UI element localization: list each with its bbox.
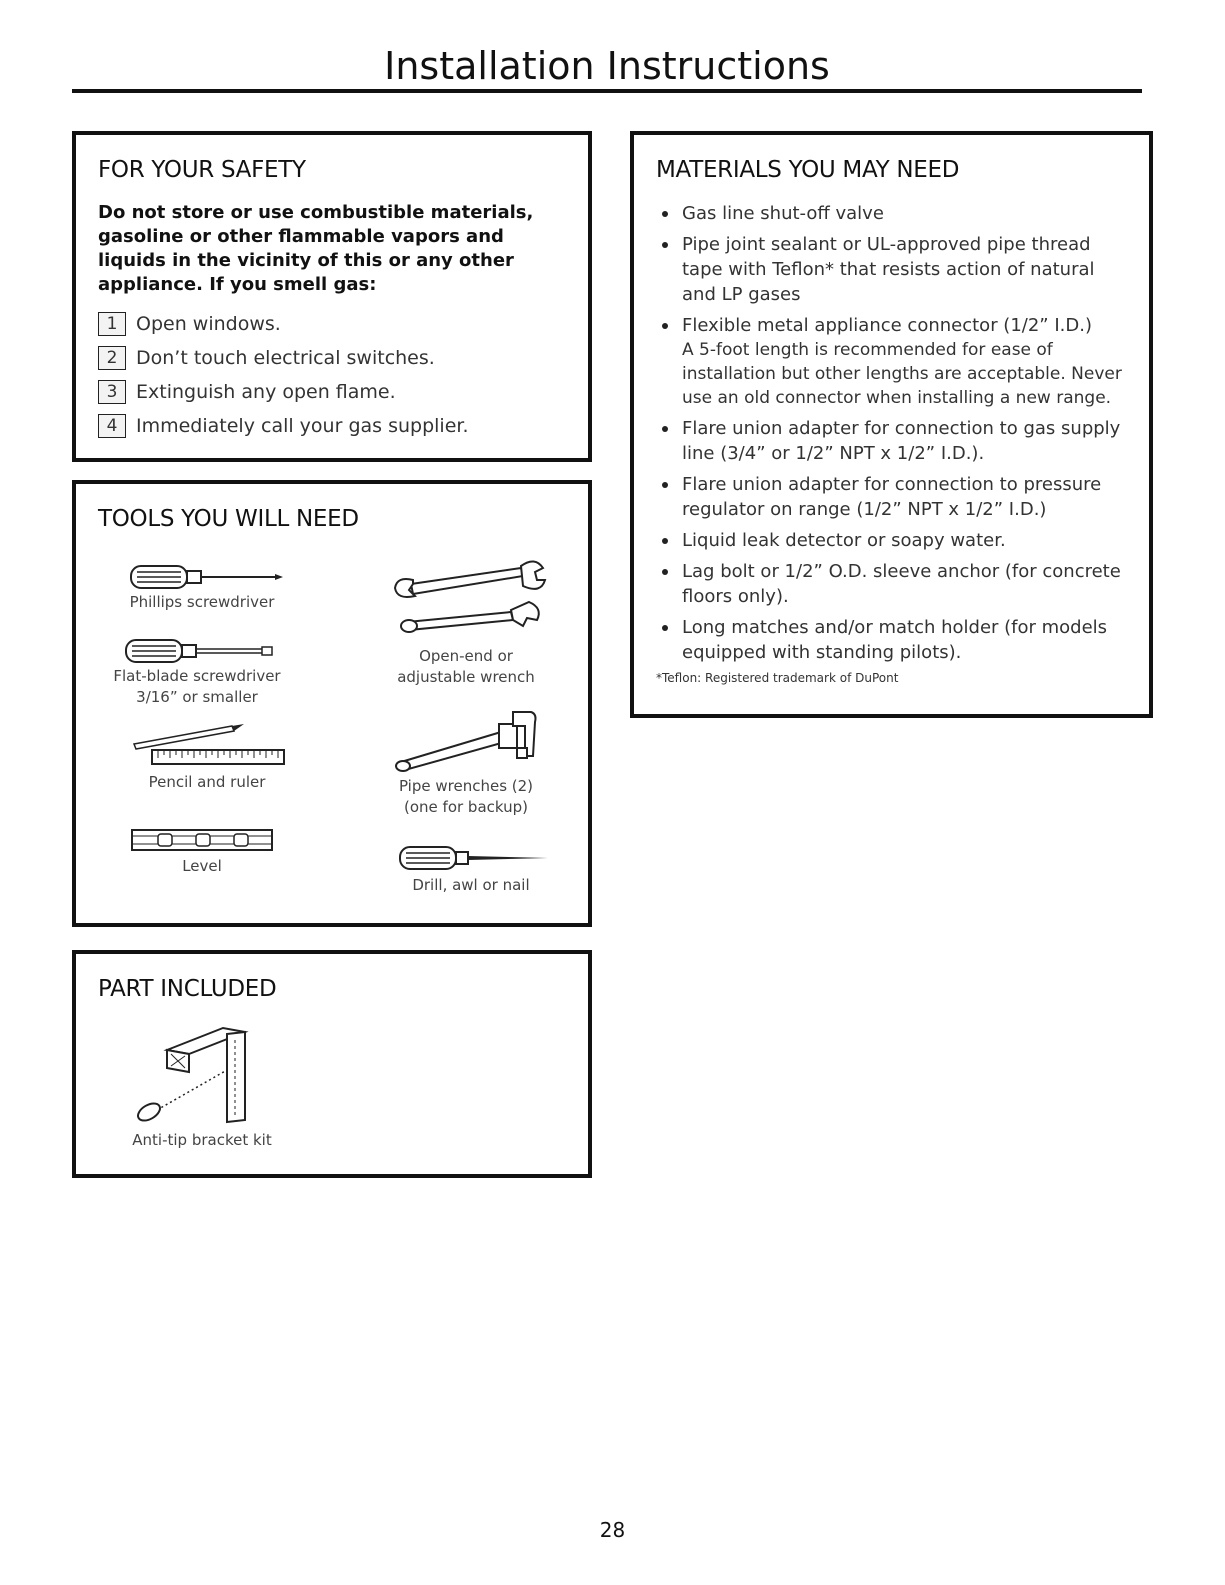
safety-step — [98, 307, 566, 341]
list-item-text: Gas line shut-off valve — [682, 203, 884, 224]
step-number: 1 — [98, 312, 126, 336]
phillips-screwdriver-icon — [117, 562, 287, 592]
materials-list — [656, 201, 1127, 665]
anti-tip-bracket-icon — [127, 1020, 277, 1130]
list-item — [656, 559, 1127, 609]
tools-heading: TOOLS YOU WILL NEED — [98, 506, 359, 532]
safety-heading: FOR YOUR SAFETY — [98, 157, 306, 183]
list-item — [656, 313, 1127, 410]
page-title: Installation Instructions — [384, 44, 830, 88]
tool-awl — [376, 841, 566, 896]
list-item — [656, 416, 1127, 466]
list-item — [656, 615, 1127, 665]
tools-box — [72, 480, 592, 927]
tool-pipe-wrench — [366, 704, 566, 818]
tool-label: Flat-blade screwdriver — [113, 667, 281, 685]
list-item-text: Liquid leak detector or soapy water. — [682, 530, 1006, 551]
part-label: Anti-tip bracket kit — [132, 1131, 272, 1149]
page-number: 28 — [599, 1518, 626, 1542]
step-number: 3 — [98, 380, 126, 404]
step-text: Extinguish any open flame. — [136, 381, 396, 403]
list-item — [656, 472, 1127, 522]
step-number: 2 — [98, 346, 126, 370]
list-item-text: Flare union adapter for connection to pressure regulator on range (1/2” NPT x 1/2” I.D.) — [682, 474, 1102, 520]
list-item — [656, 201, 1127, 226]
list-item-text: Long matches and/or match holder (for models equipped with standing pilots). — [682, 617, 1108, 663]
list-item-text: Flexible metal appliance connector (1/2” I.D.) — [682, 315, 1092, 336]
tool-label: Level — [182, 857, 222, 875]
flat-blade-screwdriver-icon — [112, 636, 282, 666]
tool-label: Pencil and ruler — [148, 773, 266, 791]
safety-warning: Do not store or use combustible materials, gasoline or other flammable vapors and liquids in the vicinity of this or any other appliance. If you smell gas: — [98, 202, 534, 295]
tool-label-line2: adjustable wrench — [397, 668, 535, 686]
tool-label: Pipe wrenches (2) — [398, 777, 534, 795]
materials-heading: MATERIALS YOU MAY NEED — [656, 157, 960, 183]
pipe-wrench-icon — [381, 704, 551, 776]
part-heading: PART INCLUDED — [98, 976, 277, 1002]
list-item-subtext: A 5-foot length is recommended for ease of installation but other lengths are acceptable. Never use an old connector when installing a new range. — [682, 340, 1122, 408]
safety-box — [72, 131, 592, 462]
tool-label-line2: (one for backup) — [404, 798, 528, 816]
safety-steps — [98, 307, 566, 443]
tool-label: Phillips screwdriver — [129, 593, 275, 611]
safety-step — [98, 409, 566, 443]
step-text: Don’t touch electrical switches. — [136, 347, 435, 369]
list-item-text: Pipe joint sealant or UL-approved pipe thread tape with Teflon* that resists action of natural and LP gases — [682, 234, 1095, 305]
list-item — [656, 232, 1127, 307]
awl-icon — [386, 841, 556, 875]
tool-pencil-ruler — [102, 720, 312, 793]
tool-flat-blade-screwdriver — [92, 636, 302, 708]
teflon-footnote: *Teflon: Registered trademark of DuPont — [656, 671, 899, 685]
safety-step — [98, 375, 566, 409]
tool-level — [102, 824, 302, 877]
list-item-text: Flare union adapter for connection to gas supply line (3/4” or 1/2” NPT x 1/2” I.D.). — [682, 418, 1121, 464]
title-rule — [72, 89, 1142, 93]
tool-label-line2: 3/16” or smaller — [136, 688, 258, 706]
step-number: 4 — [98, 414, 126, 438]
part-anti-tip-bracket — [102, 1020, 302, 1151]
pencil-ruler-icon — [122, 720, 292, 772]
tool-phillips-screwdriver — [102, 562, 302, 613]
list-item — [656, 528, 1127, 553]
step-text: Immediately call your gas supplier. — [136, 415, 469, 437]
safety-step — [98, 341, 566, 375]
level-icon — [122, 824, 282, 856]
list-item-text: Lag bolt or 1/2” O.D. sleeve anchor (for concrete floors only). — [682, 561, 1121, 607]
wrench-icon — [381, 554, 551, 646]
tool-wrench — [366, 554, 566, 688]
tool-label: Drill, awl or nail — [412, 876, 530, 894]
step-text: Open windows. — [136, 313, 281, 335]
tool-label: Open-end or — [419, 647, 513, 665]
part-box — [72, 950, 592, 1178]
materials-box — [630, 131, 1153, 718]
